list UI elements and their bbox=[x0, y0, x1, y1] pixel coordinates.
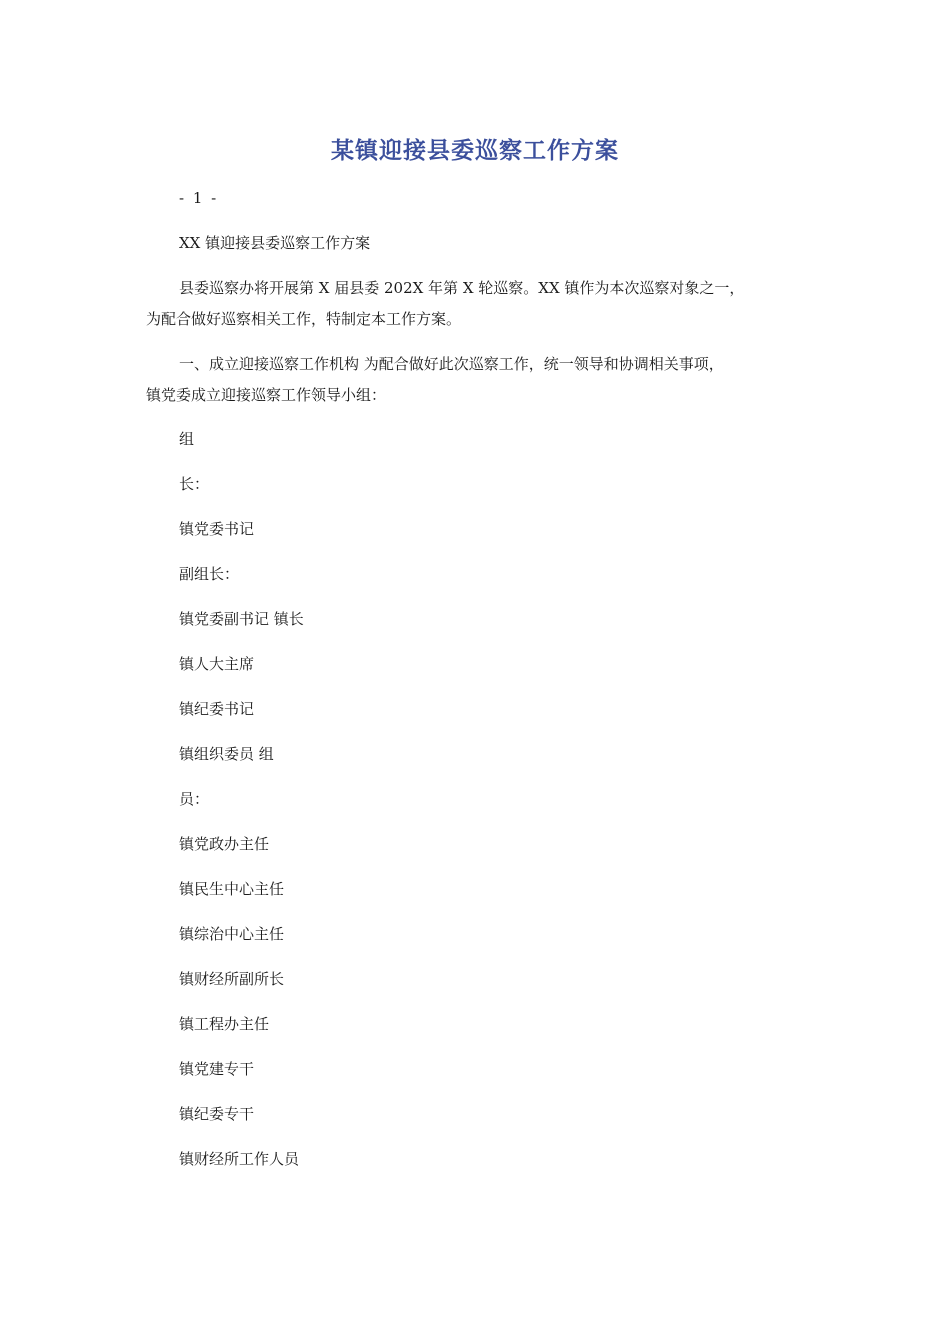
page-marker: - 1 - bbox=[179, 189, 219, 207]
section1-paragraph-line-1: 一、成立迎接巡察工作机构 为配合做好此次巡察工作，统一领导和协调相关事项， bbox=[179, 355, 724, 373]
list-item: 员： bbox=[179, 790, 210, 808]
document-subtitle: XX 镇迎接县委巡察工作方案 bbox=[179, 234, 371, 252]
list-item: 镇党建专干 bbox=[179, 1060, 255, 1078]
list-item: 镇综治中心主任 bbox=[179, 925, 285, 943]
list-item: 镇财经所副所长 bbox=[179, 970, 285, 988]
section1-paragraph-line-2: 镇党委成立迎接巡察工作领导小组： bbox=[146, 386, 387, 404]
list-item: 镇党委书记 bbox=[179, 520, 255, 538]
intro-paragraph-line-2: 为配合做好巡察相关工作，特制定本工作方案。 bbox=[146, 310, 462, 328]
list-item: 组 bbox=[179, 430, 195, 448]
list-item: 镇人大主席 bbox=[179, 655, 255, 673]
list-item: 镇党政办主任 bbox=[179, 835, 270, 853]
list-item: 镇党委副书记 镇长 bbox=[179, 610, 304, 628]
list-item: 镇组织委员 组 bbox=[179, 745, 274, 763]
list-item: 镇财经所工作人员 bbox=[179, 1150, 300, 1168]
list-item: 镇民生中心主任 bbox=[179, 880, 285, 898]
list-item: 镇纪委书记 bbox=[179, 700, 255, 718]
list-item: 镇工程办主任 bbox=[179, 1015, 270, 1033]
list-item: 长： bbox=[179, 475, 210, 493]
intro-paragraph-line-1: 县委巡察办将开展第 X 届县委 202X 年第 X 轮巡察。XX 镇作为本次巡察对象之一， bbox=[179, 279, 745, 297]
document-title: 某镇迎接县委巡察工作方案 bbox=[331, 138, 619, 164]
list-item: 镇纪委专干 bbox=[179, 1105, 255, 1123]
list-item: 副组长： bbox=[179, 565, 240, 583]
